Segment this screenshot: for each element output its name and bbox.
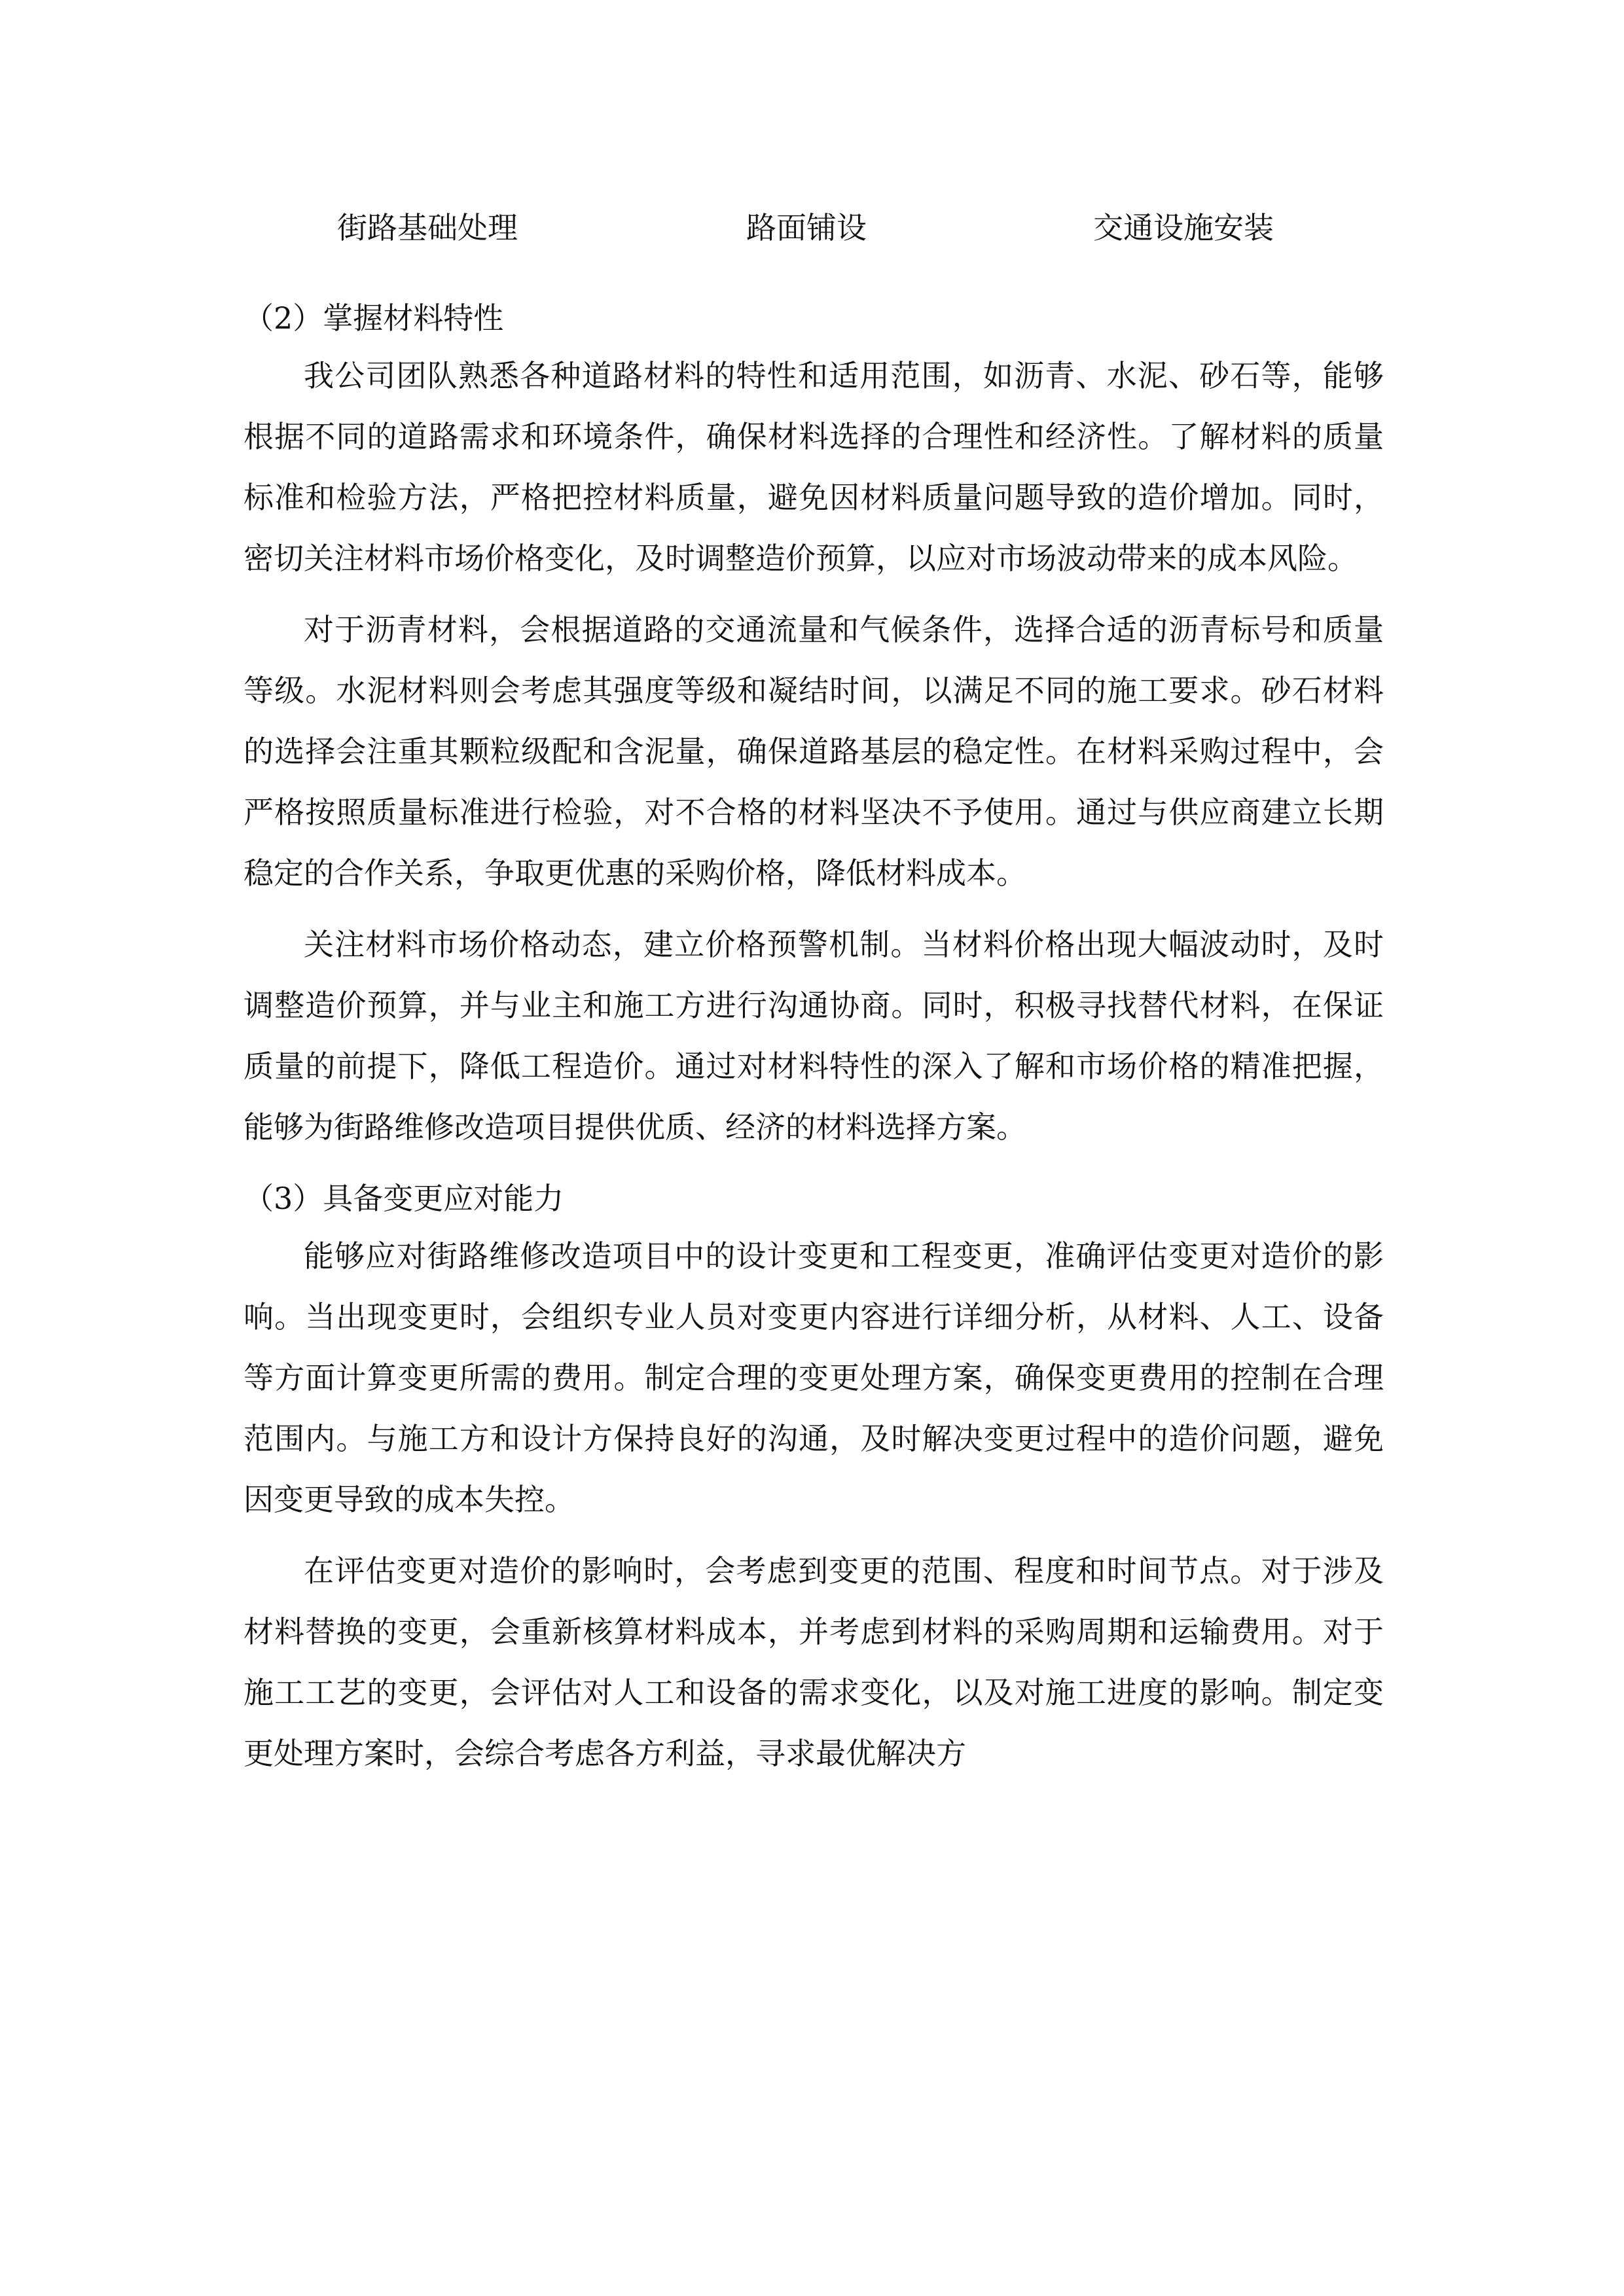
paragraph: 能够应对街路维修改造项目中的设计变更和工程变更，准确评估变更对造价的影响。当出现变更时，会组织专业人员对变更内容进行详细分析，从材料、人工、设备等方面计算变更所需的费用。制定合理的变更处理方案，确保变更费用的控制在合理范围内。与施工方和设计方保持良好的沟通，及时解决变更过程中的造价问题，避免因变更导致的成本失控。 <box>244 1238 1384 1517</box>
label-pavement-laying: 路面铺设 <box>746 210 867 245</box>
paragraph: 关注材料市场价格动态，建立价格预警机制。当材料价格出现大幅波动时，及时调整造价预算，并与业主和施工方进行沟通协商。同时，积极寻找替代材料，在保证质量的前提下，降低工程造价。通过对材料特性的深入了解和市场价格的精准把握，能够为街路维修改造项目提供优质、经济的材料选择方案。 <box>244 927 1384 1145</box>
paragraph: 我公司团队熟悉各种道路材料的特性和适用范围，如沥青、水泥、砂石等，能够根据不同的道路需求和环境条件，确保材料选择的合理性和经济性。了解材料的质量标准和检验方法，严格把控材料质量，避免因材料质量问题导致的造价增加。同时，密切关注材料市场价格变化，及时调整造价预算，以应对市场波动带来的成本风险。 <box>244 358 1384 576</box>
label-road-foundation: 街路基础处理 <box>337 210 518 245</box>
label-traffic-facility: 交通设施安装 <box>1093 210 1274 245</box>
process-labels-row <box>0 202 1624 254</box>
paragraph: 在评估变更对造价的影响时，会考虑到变更的范围、程度和时间节点。对于涉及材料替换的变更，会重新核算材料成本，并考虑到材料的采购周期和运输费用。对于施工工艺的变更，会评估对人工和设备的需求变化，以及对施工进度的影响。制定变更处理方案时，会综合考虑各方利益，寻求最优解决方 <box>244 1553 1384 1771</box>
document-body <box>244 292 1384 1784</box>
section-heading-changes: （3）具备变更应对能力 <box>244 1181 564 1216</box>
section-heading-materials: （2）掌握材料特性 <box>244 300 504 336</box>
paragraph: 对于沥青材料，会根据道路的交通流量和气候条件，选择合适的沥青标号和质量等级。水泥材料则会考虑其强度等级和凝结时间，以满足不同的施工要求。砂石材料的选择会注重其颗粒级配和含泥量，确保道路基层的稳定性。在材料采购过程中，会严格按照质量标准进行检验，对不合格的材料坚决不予使用。通过与供应商建立长期稳定的合作关系，争取更优惠的采购价格，降低材料成本。 <box>244 612 1384 891</box>
